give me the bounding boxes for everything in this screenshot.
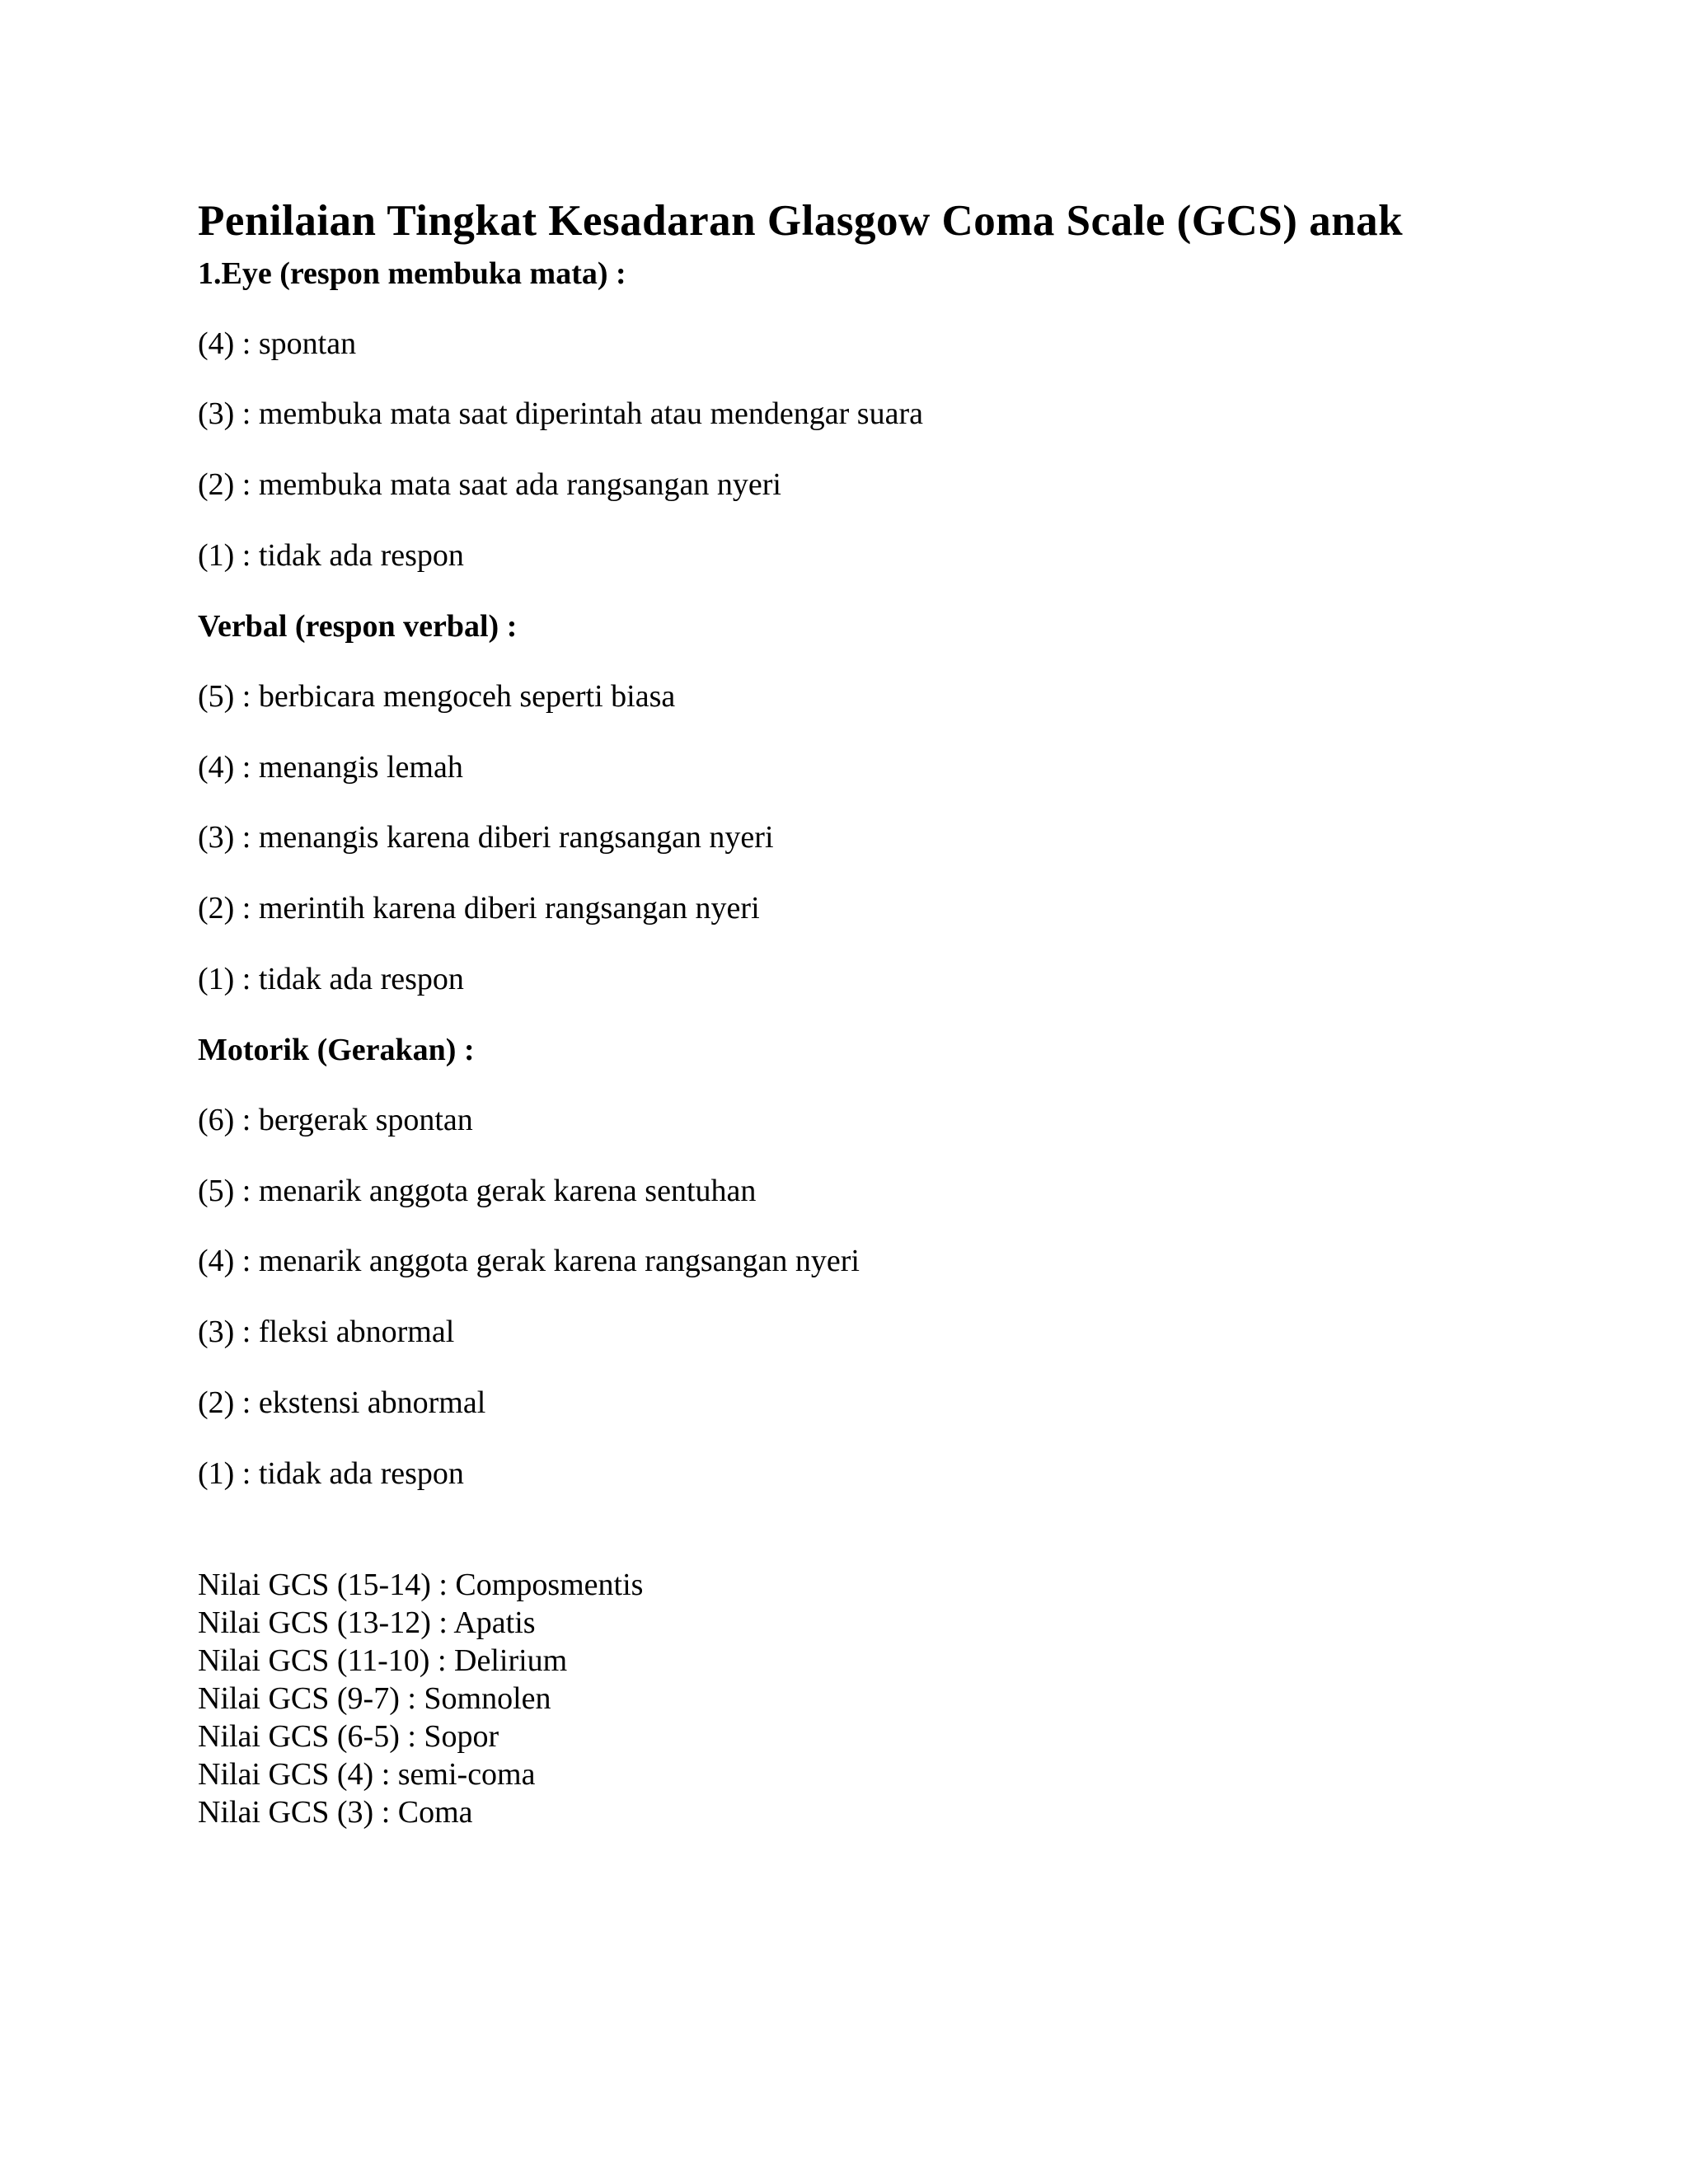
motorik-item-2: (2) : ekstensi abnormal <box>198 1385 486 1420</box>
gcs-summary-line: Nilai GCS (9-7) : Somnolen <box>198 1681 551 1716</box>
gcs-summary-line: Nilai GCS (15-14) : Composmentis <box>198 1568 644 1602</box>
gcs-summary-line: Nilai GCS (3) : Coma <box>198 1795 473 1830</box>
gcs-summary-line: Nilai GCS (11-10) : Delirium <box>198 1643 568 1678</box>
motorik-item-5: (5) : menarik anggota gerak karena sentuhan <box>198 1174 757 1208</box>
eye-item-1: (1) : tidak ada respon <box>198 538 464 573</box>
eye-item-2: (2) : membuka mata saat ada rangsangan nyeri <box>198 467 781 502</box>
gcs-summary-line: Nilai GCS (6-5) : Sopor <box>198 1719 499 1754</box>
verbal-item-1: (1) : tidak ada respon <box>198 962 464 996</box>
verbal-heading: Verbal (respon verbal) : <box>198 609 518 644</box>
eye-item-4: (4) : spontan <box>198 326 357 361</box>
motorik-item-3: (3) : fleksi abnormal <box>198 1315 455 1349</box>
page-title: Penilaian Tingkat Kesadaran Glasgow Coma Scale (GCS) anak <box>198 197 1404 245</box>
verbal-item-3: (3) : menangis karena diberi rangsangan nyeri <box>198 820 774 855</box>
eye-heading: 1.Eye (respon membuka mata) : <box>198 256 626 291</box>
verbal-item-4: (4) : menangis lemah <box>198 750 463 785</box>
verbal-item-2: (2) : merintih karena diberi rangsangan nyeri <box>198 891 760 926</box>
motorik-item-6: (6) : bergerak spontan <box>198 1103 473 1137</box>
motorik-heading: Motorik (Gerakan) : <box>198 1033 475 1067</box>
verbal-item-5: (5) : berbicara mengoceh seperti biasa <box>198 679 676 714</box>
motorik-item-1: (1) : tidak ada respon <box>198 1456 464 1491</box>
gcs-summary <box>198 1566 643 1831</box>
motorik-item-4: (4) : menarik anggota gerak karena rangsangan nyeri <box>198 1244 860 1278</box>
gcs-summary-line: Nilai GCS (4) : semi-coma <box>198 1757 536 1792</box>
gcs-summary-line: Nilai GCS (13-12) : Apatis <box>198 1605 536 1640</box>
eye-item-3: (3) : membuka mata saat diperintah atau mendengar suara <box>198 396 923 431</box>
